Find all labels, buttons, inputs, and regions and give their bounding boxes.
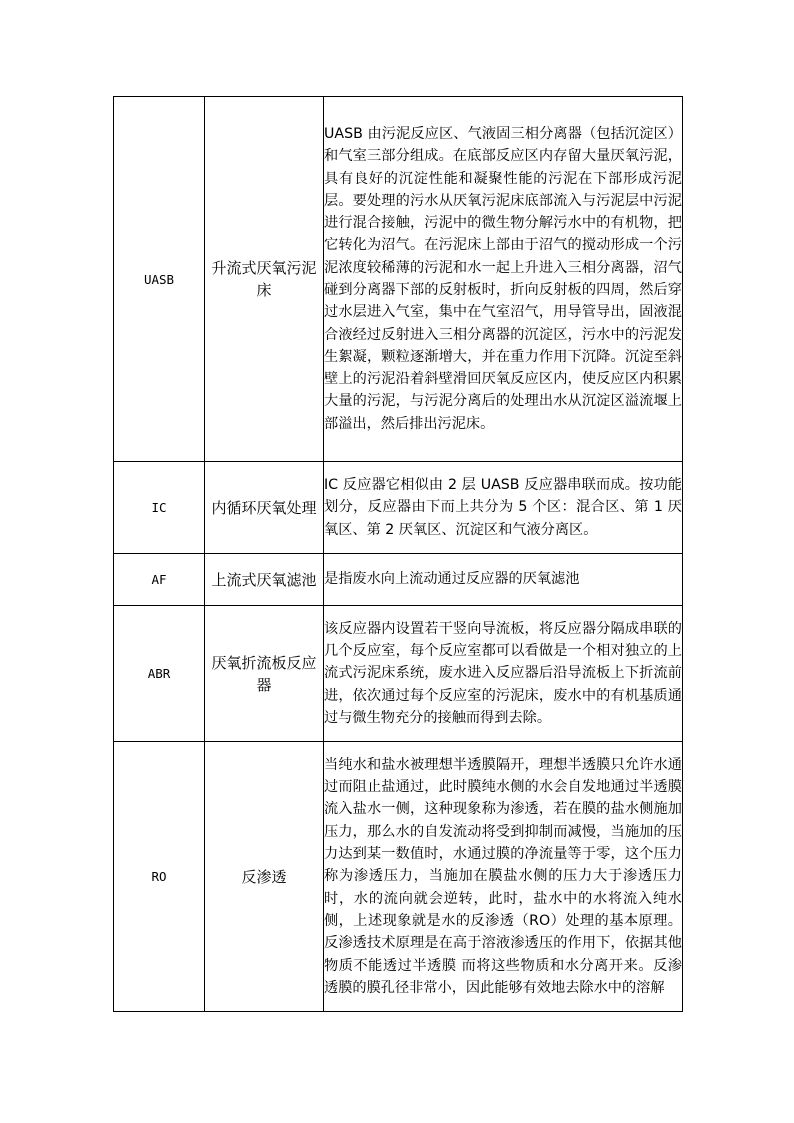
process-abbreviation: AF [114,554,205,606]
process-abbreviation: RO [114,742,205,1012]
process-description: UASB 由污泥反应区、气液固三相分离器（包括沉淀区）和气室三部分组成。在底部反应区内存留大量厌氧污泥，具有良好的沉淀性能和凝聚性能的污泥在下部形成污泥层。要处理的污水从厌氧污泥床底部流入与污泥层中污泥进行混合接触，污泥中的微生物分解污水中的有机物，把它转化为沼气。在污泥床上部由于沼气的搅动形成一个污泥浓度较稀薄的污泥和水一起上升进入三相分离器，沼气碰到分离器下部的反射板时，折向反射板的四周，然后穿过水层进入气室，集中在气室沼气，用导管导出，固液混合液经过反射进入三相分离器的沉淀区，污水中的污泥发生絮凝，颗粒逐渐增大，并在重力作用下沉降。沉淀至斜壁上的污泥沿着斜壁滑回厌氧反应区内，使反应区内积累大量的污泥，与污泥分离后的处理出水从沉淀区溢流堰上部溢出，然后排出污泥床。 [324,97,683,462]
process-abbreviation: IC [114,462,205,554]
process-description: 是指废水向上流动通过反应器的厌氧滤池 [324,554,683,606]
process-table [113,96,683,1012]
process-abbreviation: ABR [114,606,205,742]
process-description: IC 反应器它相似由 2 层 UASB 反应器串联而成。按功能划分，反应器由下而上共分为 5 个区：混合区、第 1 厌氧区、第 2 厌氧区、沉淀区和气液分离区。 [324,462,683,554]
table-row [114,742,683,1012]
process-description: 该反应器内设置若干竖向导流板，将反应器分隔成串联的几个反应室，每个反应室都可以看做是一个相对独立的上流式污泥床系统，废水进入反应器后沿导流板上下折流前进，依次通过每个反应室的污泥床，废水中的有机基质通过与微生物充分的接触而得到去除。 [324,606,683,742]
process-abbreviation: UASB [114,97,205,462]
process-name: 上流式厌氧滤池 [205,554,324,606]
process-description: 当纯水和盐水被理想半透膜隔开，理想半透膜只允许水通过而阻止盐通过，此时膜纯水侧的水会自发地通过半透膜流入盐水一侧，这种现象称为渗透，若在膜的盐水侧施加压力，那么水的自发流动将受到抑制而减慢，当施加的压力达到某一数值时，水通过膜的净流量等于零，这个压力称为渗透压力，当施加在膜盐水侧的压力大于渗透压力时，水的流向就会逆转，此时，盐水中的水将流入纯水侧，上述现象就是水的反渗透（RO）处理的基本原理。反渗透技术原理是在高于溶液渗透压的作用下，依据其他物质不能透过半透膜 而将这些物质和水分离开来。反渗透膜的膜孔径非常小，因此能够有效地去除水中的溶解 [324,742,683,1012]
process-name: 升流式厌氧污泥床 [205,97,324,462]
table-row [114,97,683,462]
table-row [114,554,683,606]
table-row [114,462,683,554]
process-name: 厌氧折流板反应器 [205,606,324,742]
process-name: 反渗透 [205,742,324,1012]
process-name: 内循环厌氧处理 [205,462,324,554]
table-row [114,606,683,742]
